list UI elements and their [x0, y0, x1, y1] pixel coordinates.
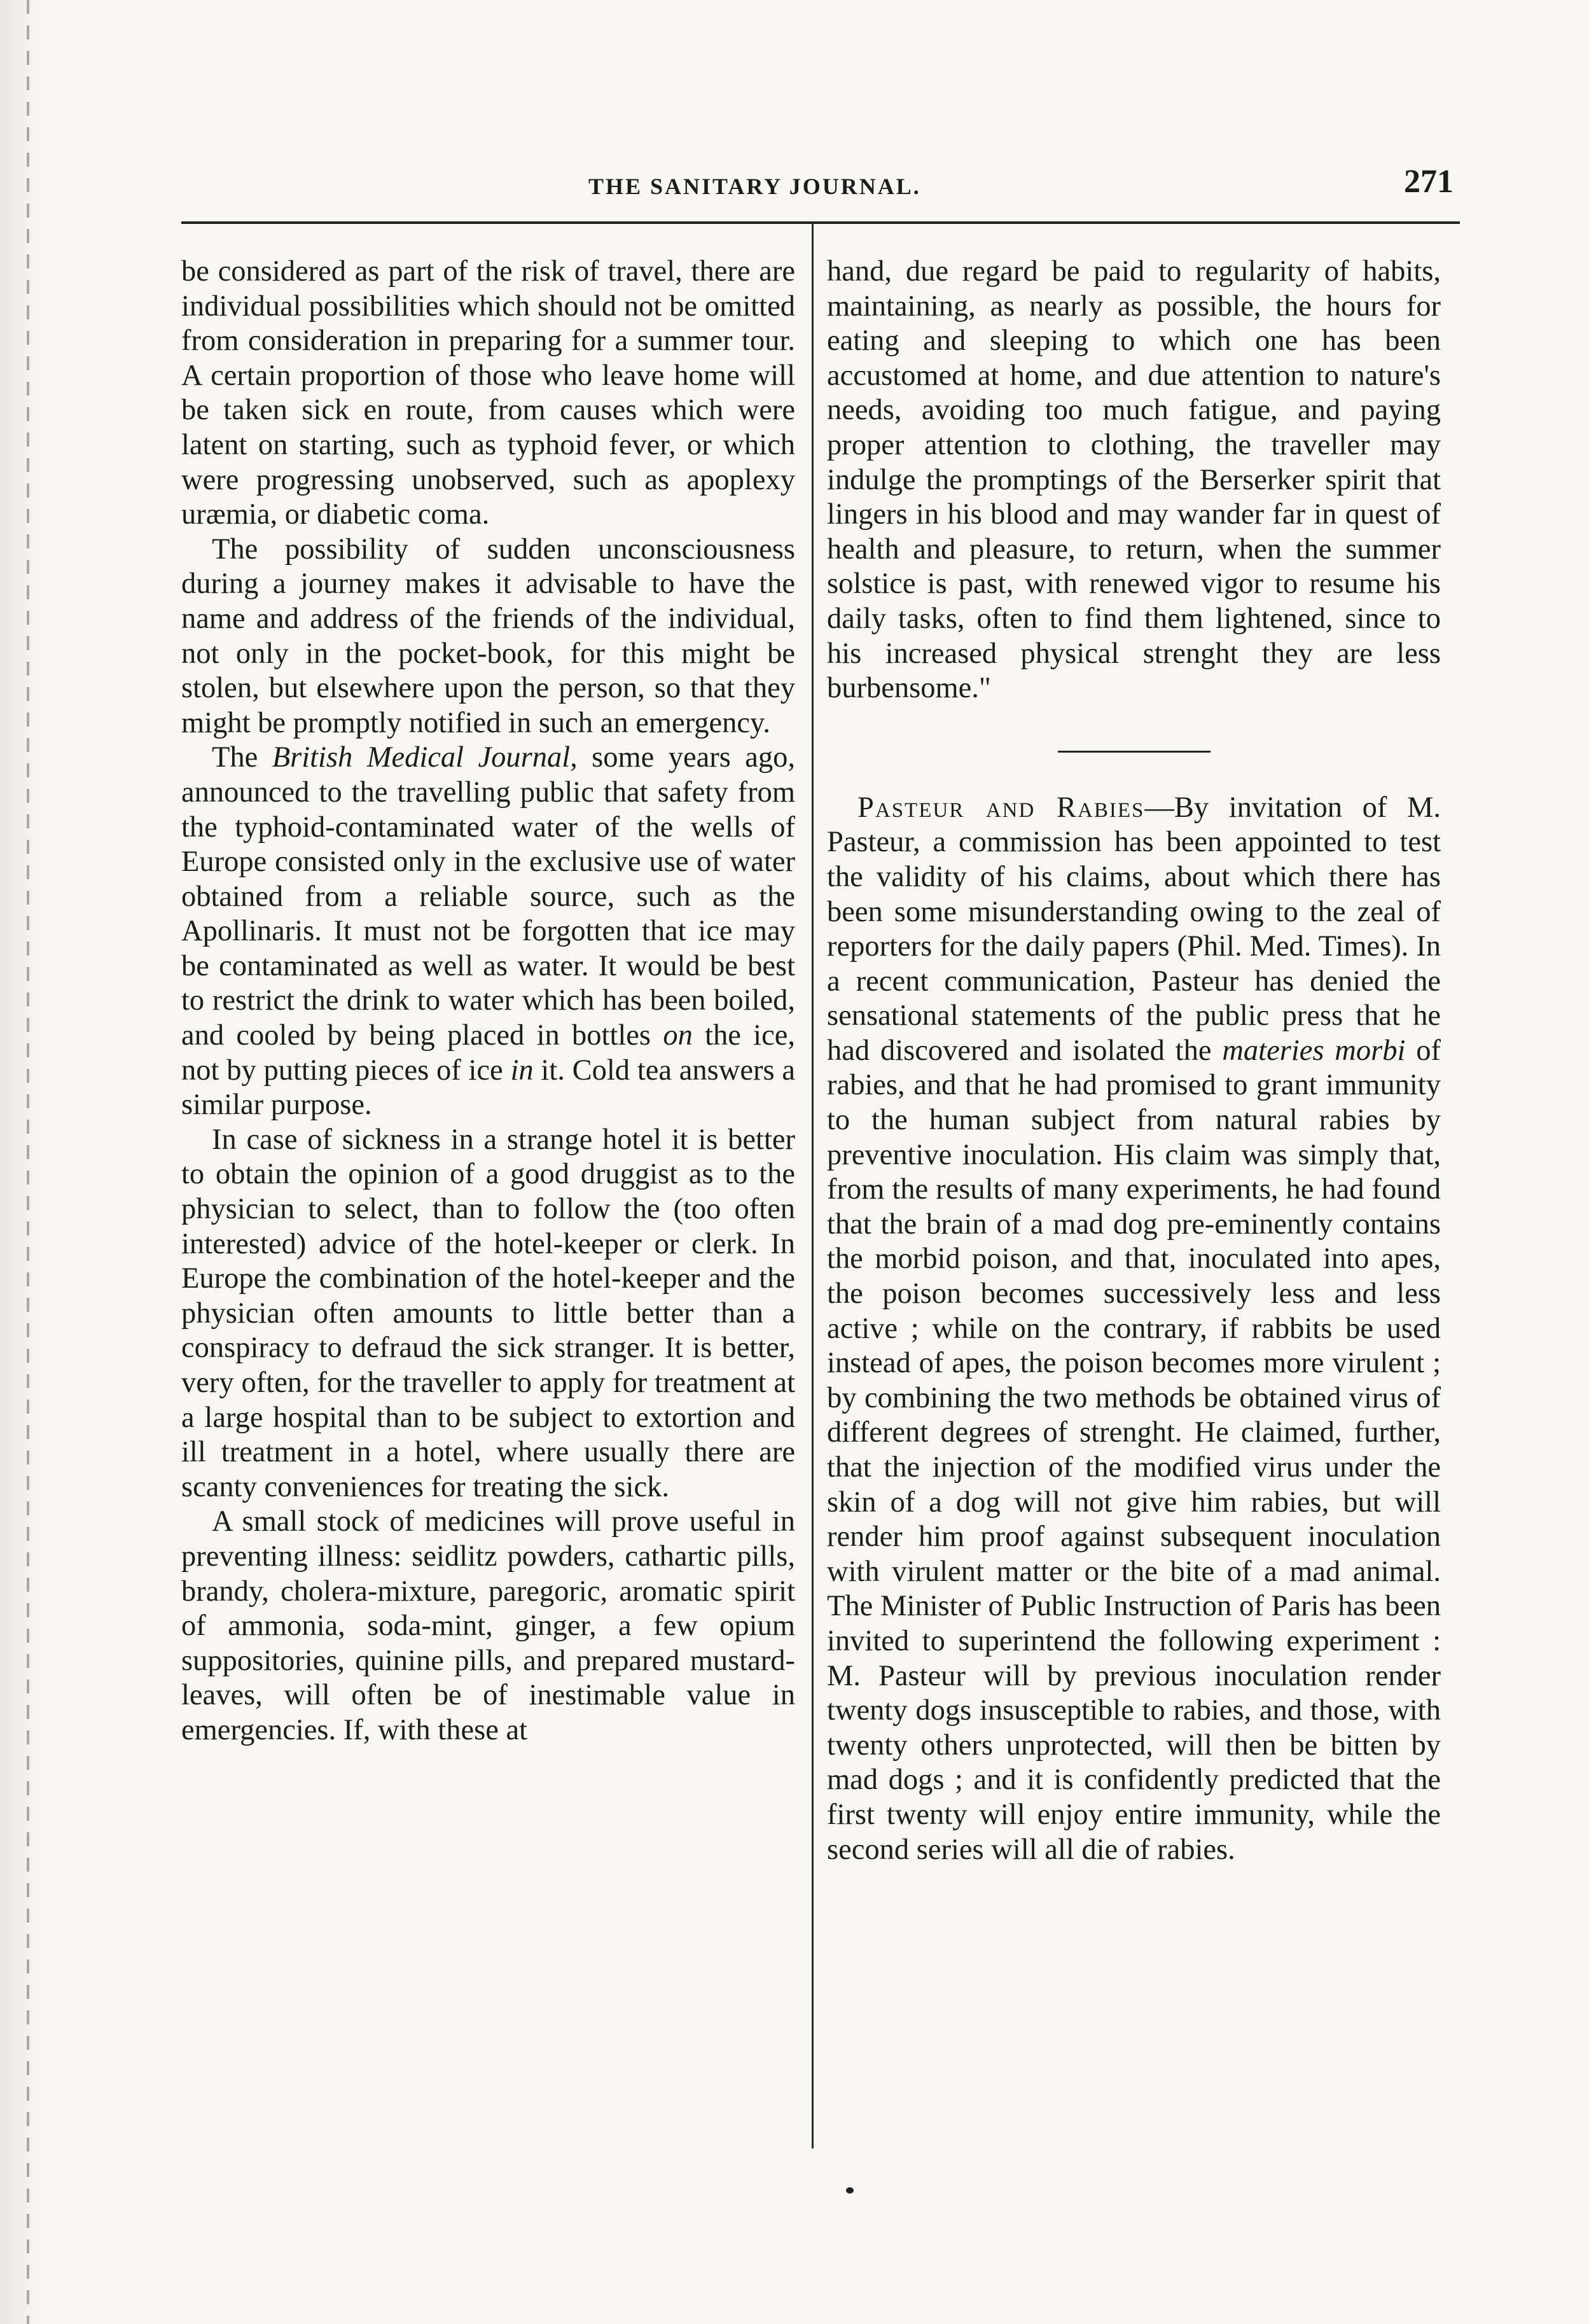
latin-term: materies morbi [1222, 1034, 1406, 1067]
right-paragraph-1: hand, due regard be paid to regularity of habits, maintaining, as nearly as possible, the hours for eating and sleeping to which one has been accustomed at home, and due attention to nature's needs, avoiding too much fatigue, and paying proper attention to clothing, the traveller may indulge the promptings of the Berserker spirit that lingers in his blood and may wander far in quest of health and pleasure, to return, when the summer solstice is past, with renewed vigor to resume his daily tasks, often to find them lightened, since to his increased physical strenght they are less burbensome." [827, 255, 1441, 705]
emphasis-in: in [510, 1054, 534, 1087]
right-column [827, 254, 1441, 1867]
text-run: of rabies, and that he had promised to grant immunity to the human subject from natural rabies by preventive inoculation. His claim was simply that, from the results of many experiments, he had found that the brain of a mad dog pre-eminently contains the morbid poison, and that, inoculated into apes, the poison becomes successively less and less active ; while on the contrary, if rabbits be used instead of apes, the poison becomes more virulent ; by combining the two methods be obtained virus of different degrees of strenght. He claimed, further, that the injection of the modified virus under the skin of a dog will not give him rabies, but will render him proof against subsequent inoculation with virulent matter or the bite of a mad animal. The Minister of Public Instruction of Paris has been invited to superintend the following experiment : M. Pasteur will by previous inoculation render twenty dogs insusceptible to rabies, and those, with twenty others unprotected, will then be bitten by mad dogs ; and it is confidently predicted that the first twenty will enjoy entire immunity, while the second series will all die of rabies. [827, 1034, 1441, 1866]
left-paragraph-2: The possibility of sudden unconsciousness during a journey makes it advisable to have the name and address of the friends of the individual, not only in the pocket-book, for this might be stolen, but elsewhere upon the person, so that they might be promptly notified in such an emergency. [181, 532, 795, 739]
page-number: 271 [1404, 164, 1454, 200]
left-paragraph-4: In case of sickness in a strange hotel it is better to obtain the opinion of a good druggist as to the physician to select, than to follow the (too often interested) advice of the hotel-keeper or clerk. In Europe the combination of the hotel-keeper and the physician often amounts to little better than a conspiracy to defraud the sick stranger. It is better, very often, for the traveller to apply for treatment at a large hospital than to be subject to extortion and ill treatment in a hotel, where usually there are scanty conveniences for treating the sick. [181, 1123, 795, 1503]
heading-dash: — [1144, 791, 1174, 824]
running-title: THE SANITARY JOURNAL. [588, 174, 921, 199]
article-heading: Pasteur and Rabies [857, 791, 1145, 824]
header-rule [181, 221, 1460, 224]
text-run: some years ago, announced to the travelling public that safety from the typhoid-contaminated water of the wells of Europe consisted only in the exclusive use of water obtained from a reliable source, such as the Apollinaris. It must not be forgotten that ice may be contaminated as well as water. It would be best to restrict the drink to water which has been boiled, and cooled by being placed in bottles [181, 741, 795, 1052]
emphasis-on: on [663, 1019, 693, 1052]
left-column [181, 254, 795, 1748]
rabies-article [827, 791, 1441, 1867]
text-run: it. Cold tea answers a similar purpose. [181, 1054, 795, 1122]
text-run: The [212, 741, 272, 774]
ink-mark [846, 2187, 854, 2194]
left-paragraph-5: A small stock of medicines will prove useful in preventing illness: seidlitz powders, cathartic pills, brandy, cholera-mixture, paregoric, aromatic spirit of ammonia, soda-mint, ginger, a few opium suppositories, quinine pills, and prepared mustard-leaves, will often be of inestimable value in emergencies. If, with these at [181, 1505, 795, 1746]
section-separator [1058, 751, 1211, 753]
binding-shadow [27, 0, 29, 2324]
journal-title: British Medical Journal, [272, 741, 578, 774]
left-paragraph-3 [181, 741, 795, 1123]
left-paragraph-1: be considered as part of the risk of travel, there are individual possibilities which should not be omitted from consideration in preparing for a summer tour. A certain proportion of those who leave home will be taken sick en route, from causes which were latent on starting, such as typhoid fever, or which were progressing unobserved, such as apoplexy uræmia, or diabetic coma. [181, 255, 795, 531]
page-header [181, 164, 1460, 211]
page-binding-edge [0, 0, 38, 2324]
text-run: By invitation of M. Pasteur, a commission has been appointed to test the validity of his claims, about which there has been some misunderstanding owing to the zeal of reporters for the daily papers (Phil. Med. Times). In a recent communication, Pasteur has denied the sensational statements of the public press that he had discovered and isolated the [827, 791, 1441, 1067]
text-run: the ice, not by putting pieces of ice [181, 1019, 795, 1087]
column-divider [812, 224, 814, 2148]
